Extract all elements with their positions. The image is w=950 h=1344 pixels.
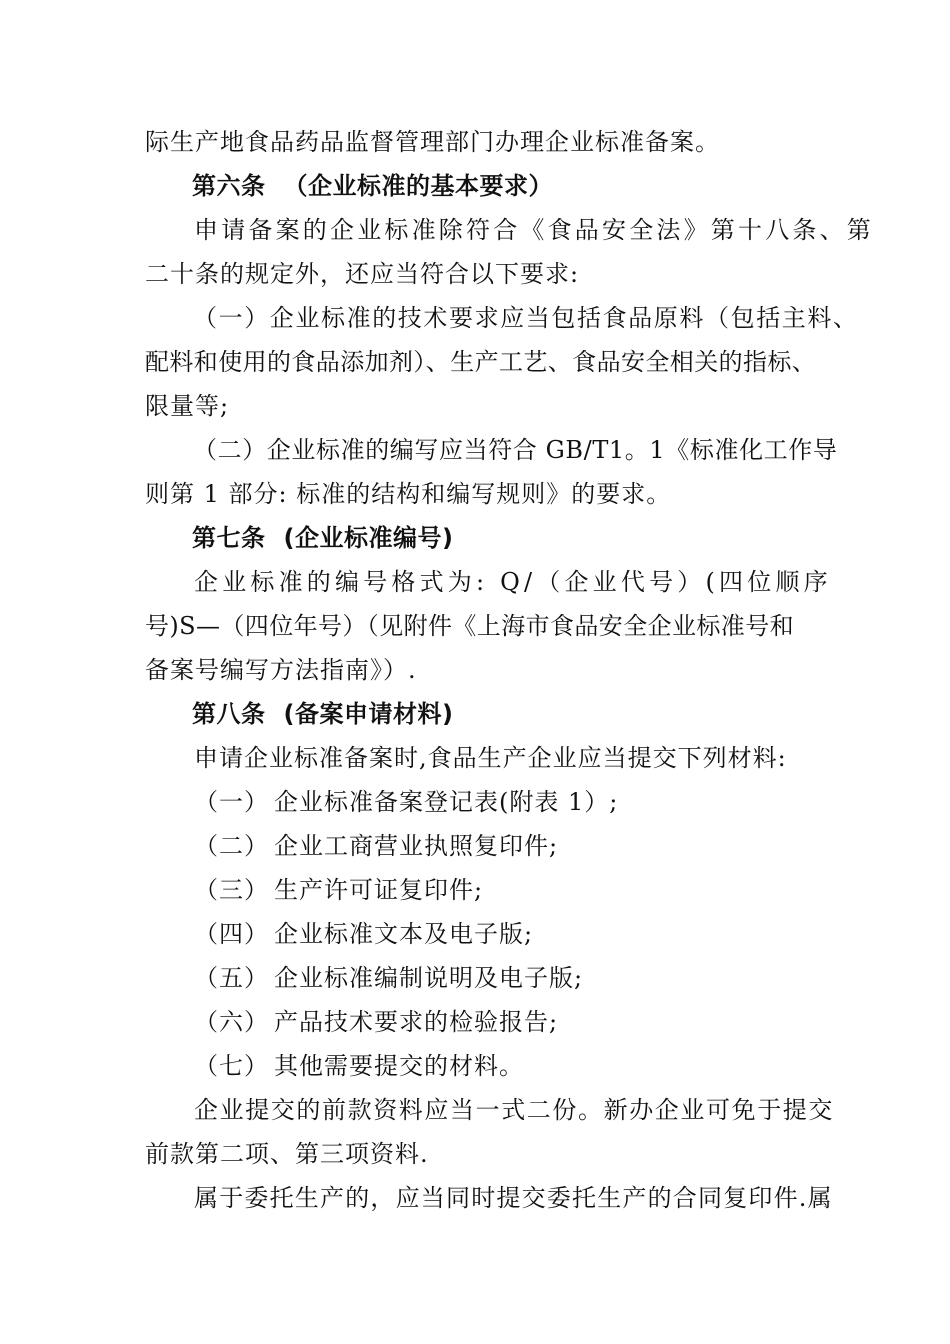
paragraph-line: 号)S—（四位年号）（见附件《上海市食品安全企业标准号和 [145, 612, 795, 640]
list-item-index: （五） [194, 964, 269, 992]
list-item-text: 企业工商营业执照复印件; [274, 832, 559, 860]
paragraph-line: 企业提交的前款资料应当一式二份。新办企业可免于提交 [194, 1096, 834, 1124]
paragraph-line: 申请企业标准备案时,食品生产企业应当提交下列材料: [194, 744, 787, 772]
list-item-index: （七） [194, 1052, 269, 1080]
list-item [194, 962, 864, 994]
article-title: (企业标准编号) [283, 524, 454, 552]
list-item [194, 1006, 864, 1038]
list-item-index: （二） [194, 832, 269, 860]
list-item-text: 企业标准备案登记表(附表 1）; [274, 788, 619, 816]
paragraph-line: 二十条的规定外，还应当符合以下要求: [145, 260, 580, 288]
paragraph-line: 企业标准的编号格式为: Q/（企业代号）(四位顺序 [194, 568, 832, 596]
list-item-text: 产品技术要求的检验报告; [274, 1008, 559, 1036]
article-title: （企业标准的基本要求） [283, 172, 553, 200]
list-item [194, 918, 864, 950]
paragraph-line: 配料和使用的食品添加剂）、生产工艺、食品安全相关的指标、 [145, 348, 817, 376]
list-item [194, 786, 864, 818]
paragraph-line: 则第 1 部分: 标准的结构和编写规则》的要求。 [145, 480, 672, 508]
list-item-index: （三） [194, 876, 269, 904]
list-item-text: 企业标准编制说明及电子版; [274, 964, 584, 992]
list-item-text: 企业标准文本及电子版; [274, 920, 534, 948]
list-item-text: 生产许可证复印件; [274, 876, 484, 904]
paragraph-line: 申请备案的企业标准除符合《食品安全法》第十八条、第 [194, 216, 874, 244]
paragraph-line: 备案号编写方法指南》）. [145, 656, 417, 684]
article-title: (备案申请材料) [283, 700, 454, 728]
list-item-index: （一） [194, 788, 269, 816]
paragraph-line: 限量等; [145, 392, 230, 420]
article-8-heading [192, 698, 862, 730]
list-item [194, 830, 864, 862]
paragraph-line: （二）企业标准的编写应当符合 GB/T1。1《标准化工作导 [193, 436, 838, 464]
article-6-heading [192, 170, 862, 202]
article-7-heading [192, 522, 862, 554]
paragraph-line: 前款第二项、第三项资料. [145, 1140, 429, 1168]
paragraph-line: （一）企业标准的技术要求应当包括食品原料（包括主料、 [193, 304, 859, 332]
list-item-index: （四） [194, 920, 269, 948]
list-item-text: 其他需要提交的材料。 [274, 1052, 524, 1080]
paragraph-line: 属于委托生产的，应当同时提交委托生产的合同复印件.属 [194, 1184, 833, 1212]
list-item-index: （六） [194, 1008, 269, 1036]
paragraph-line: 际生产地食品药品监督管理部门办理企业标准备案。 [145, 128, 720, 156]
list-item [194, 874, 864, 906]
article-number: 第六条 [192, 172, 266, 200]
list-item [194, 1050, 864, 1082]
article-number: 第七条 [192, 524, 266, 552]
article-number: 第八条 [192, 700, 266, 728]
